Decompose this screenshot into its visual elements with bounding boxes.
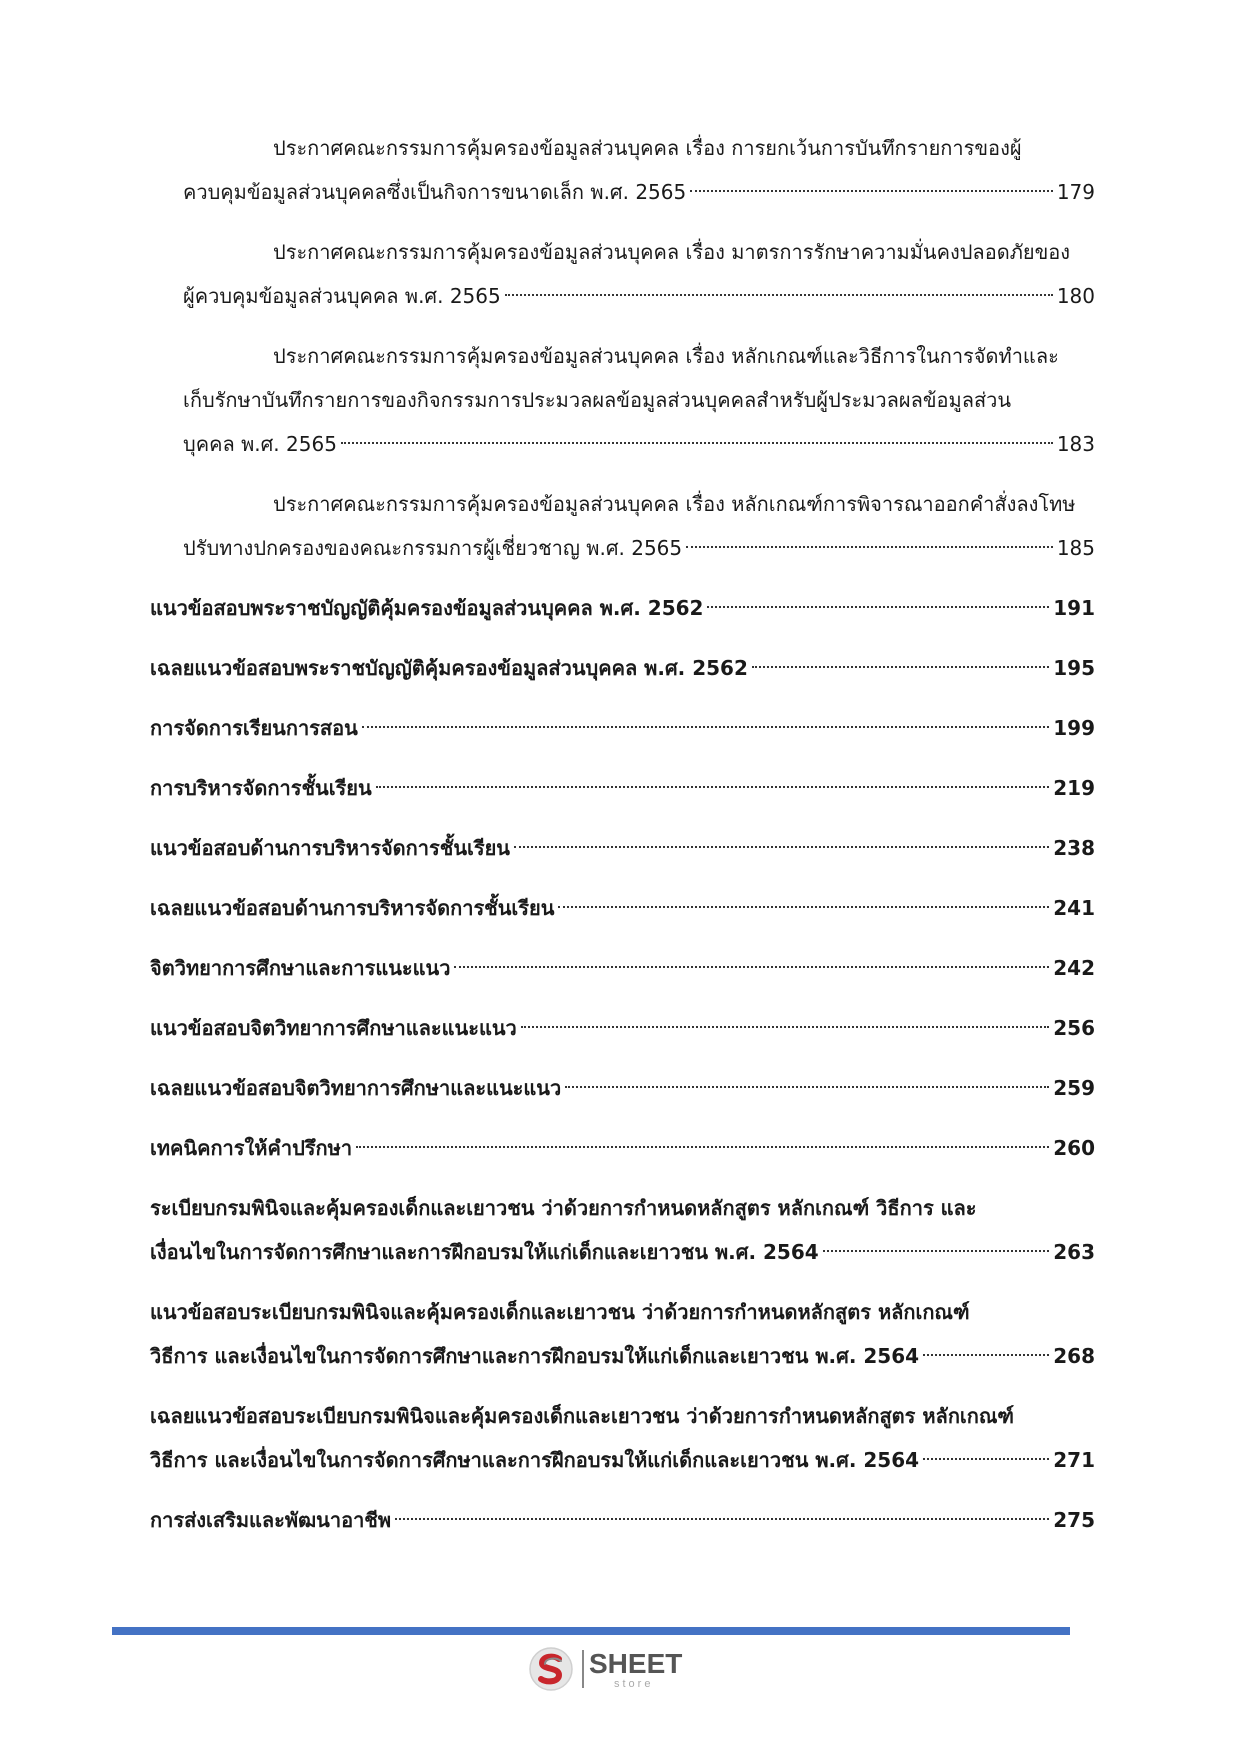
toc-entry-title: แนวข้อสอบพระราชบัญญัติคุ้มครองข้อมูลส่วนบุคคล พ.ศ. 2562 xyxy=(150,596,704,620)
toc-entry-last-line xyxy=(150,1438,1095,1482)
toc-entry-title: การส่งเสริมและพัฒนาอาชีพ xyxy=(150,1508,392,1532)
toc-page-number: 275 xyxy=(1053,1508,1095,1532)
toc-leader-dots xyxy=(521,1026,1050,1028)
toc-entry-last-line xyxy=(150,1498,1095,1542)
toc-entry xyxy=(150,126,1095,214)
toc-entry-title: วิธีการ และเงื่อนไขในการจัดการศึกษาและการฝึกอบรมให้แก่เด็กและเยาวชน พ.ศ. 2564 xyxy=(150,1448,920,1472)
toc-entry-last-line xyxy=(150,274,1095,318)
toc-leader-dots xyxy=(558,906,1049,908)
toc-leader-dots xyxy=(514,846,1049,848)
toc-entry-last-line xyxy=(150,1066,1095,1110)
toc-entry xyxy=(150,826,1095,870)
toc-entry-last-line xyxy=(150,766,1095,810)
toc-page-number: 263 xyxy=(1053,1240,1095,1264)
toc-entry-title: เฉลยแนวข้อสอบพระราชบัญญัติคุ้มครองข้อมูลส่วนบุคคล พ.ศ. 2562 xyxy=(150,656,748,680)
toc-entry xyxy=(150,766,1095,810)
toc-entry-title-line: ประกาศคณะกรรมการคุ้มครองข้อมูลส่วนบุคคล เรื่อง การยกเว้นการบันทึกรายการของผู้ xyxy=(273,136,1022,160)
toc-entry-last-line xyxy=(150,886,1095,930)
toc-page-number: 242 xyxy=(1053,956,1095,980)
toc-page-number: 260 xyxy=(1053,1136,1095,1160)
toc-page-number: 238 xyxy=(1053,836,1095,860)
toc-entry-title: วิธีการ และเงื่อนไขในการจัดการศึกษาและการฝึกอบรมให้แก่เด็กและเยาวชน พ.ศ. 2564 xyxy=(150,1344,920,1368)
toc-leader-dots xyxy=(454,966,1049,968)
toc-entry-title-line: ประกาศคณะกรรมการคุ้มครองข้อมูลส่วนบุคคล เรื่อง หลักเกณฑ์การพิจารณาออกคำสั่งลงโทษ xyxy=(273,492,1076,516)
toc-entry xyxy=(150,1186,1095,1274)
toc-entry-title: เทคนิคการให้คำปรึกษา xyxy=(150,1136,353,1160)
toc-entry-title: ควบคุมข้อมูลส่วนบุคคลซึ่งเป็นกิจการขนาดเล็ก พ.ศ. 2565 xyxy=(183,180,687,204)
toc-page-number: 259 xyxy=(1053,1076,1095,1100)
toc-entry-last-line xyxy=(150,946,1095,990)
logo-divider xyxy=(582,1650,584,1688)
toc-entry-last-line xyxy=(150,1126,1095,1170)
toc-leader-dots xyxy=(690,190,1053,192)
toc-page-number: 256 xyxy=(1053,1016,1095,1040)
toc-entry xyxy=(150,1498,1095,1542)
toc-leader-dots xyxy=(376,786,1050,788)
toc-page-number: 268 xyxy=(1053,1344,1095,1368)
toc-page-number: 219 xyxy=(1053,776,1095,800)
toc-entry-last-line xyxy=(150,1334,1095,1378)
toc-leader-dots xyxy=(923,1458,1049,1460)
toc-entry xyxy=(150,1006,1095,1050)
toc-entry xyxy=(150,1126,1095,1170)
toc-page-number: 180 xyxy=(1056,284,1095,308)
toc-entry-title: การบริหารจัดการชั้นเรียน xyxy=(150,776,372,800)
logo-brand-text: SHEET xyxy=(589,1648,683,1679)
toc-entry-title: เงื่อนไขในการจัดการศึกษาและการฝึกอบรมให้แก่เด็กและเยาวชน พ.ศ. 2564 xyxy=(150,1240,819,1264)
toc-leader-dots xyxy=(686,546,1053,548)
toc-entry-title: บุคคล พ.ศ. 2565 xyxy=(183,432,337,456)
toc-entry xyxy=(150,586,1095,630)
toc-entry xyxy=(150,1290,1095,1378)
toc-leader-dots xyxy=(752,666,1049,668)
toc-page-number: 241 xyxy=(1053,896,1095,920)
toc-page-number: 191 xyxy=(1053,596,1095,620)
toc-entry xyxy=(150,230,1095,318)
footer-rule xyxy=(112,1627,1070,1635)
toc-leader-dots xyxy=(565,1086,1049,1088)
toc-leader-dots xyxy=(356,1146,1049,1148)
toc-page-number: 185 xyxy=(1056,536,1095,560)
toc-leader-dots xyxy=(362,726,1049,728)
toc-entry-title: แนวข้อสอบด้านการบริหารจัดการชั้นเรียน xyxy=(150,836,510,860)
toc-entry-title: จิตวิทยาการศึกษาและการแนะแนว xyxy=(150,956,451,980)
toc-entry-last-line xyxy=(150,170,1095,214)
toc-entry xyxy=(150,646,1095,690)
toc-entry-title: ผู้ควบคุมข้อมูลส่วนบุคคล พ.ศ. 2565 xyxy=(183,284,501,308)
toc-entry xyxy=(150,886,1095,930)
toc-page-number: 195 xyxy=(1053,656,1095,680)
toc-entry-last-line xyxy=(150,526,1095,570)
toc-entry-title-line: ประกาศคณะกรรมการคุ้มครองข้อมูลส่วนบุคคล เรื่อง หลักเกณฑ์และวิธีการในการจัดทำและ xyxy=(273,344,1059,368)
toc-entry-title-line: แนวข้อสอบระเบียบกรมพินิจและคุ้มครองเด็กและเยาวชน ว่าด้วยการกำหนดหลักสูตร หลักเกณฑ์ xyxy=(150,1300,970,1324)
toc-leader-dots xyxy=(923,1354,1049,1356)
toc-entry-last-line xyxy=(150,586,1095,630)
toc-entry-last-line xyxy=(150,422,1095,466)
toc-entry-title: แนวข้อสอบจิตวิทยาการศึกษาและแนะแนว xyxy=(150,1016,517,1040)
toc-entry xyxy=(150,1066,1095,1110)
toc-leader-dots xyxy=(341,442,1053,444)
sheet-store-logo xyxy=(528,1646,688,1694)
toc-page-number: 179 xyxy=(1056,180,1095,204)
toc-page-number: 199 xyxy=(1053,716,1095,740)
toc-entry-title-line: ประกาศคณะกรรมการคุ้มครองข้อมูลส่วนบุคคล เรื่อง มาตรการรักษาความมั่นคงปลอดภัยของ xyxy=(273,240,1071,264)
sheet-store-s-icon xyxy=(528,1646,574,1692)
toc-entry xyxy=(150,334,1095,466)
toc-entry-title: เฉลยแนวข้อสอบจิตวิทยาการศึกษาและแนะแนว xyxy=(150,1076,562,1100)
toc-entry-last-line xyxy=(150,826,1095,870)
toc-entry-title: การจัดการเรียนการสอน xyxy=(150,716,358,740)
toc-entry xyxy=(150,706,1095,750)
toc-leader-dots xyxy=(823,1250,1050,1252)
toc-entry-last-line xyxy=(150,1006,1095,1050)
toc-entry-last-line xyxy=(150,706,1095,750)
toc-leader-dots xyxy=(395,1518,1049,1520)
toc-leader-dots xyxy=(707,606,1049,608)
toc-entry-title-line: ระเบียบกรมพินิจและคุ้มครองเด็กและเยาวชน ว่าด้วยการกำหนดหลักสูตร หลักเกณฑ์ วิธีการ และ xyxy=(150,1196,977,1220)
toc-entry-last-line xyxy=(150,1230,1095,1274)
toc-entry xyxy=(150,946,1095,990)
toc-entry-title: เฉลยแนวข้อสอบด้านการบริหารจัดการชั้นเรียน xyxy=(150,896,555,920)
toc-leader-dots xyxy=(505,294,1053,296)
toc-entry xyxy=(150,1394,1095,1482)
toc-page-number: 271 xyxy=(1053,1448,1095,1472)
toc-entry-title-line: เฉลยแนวข้อสอบระเบียบกรมพินิจและคุ้มครองเด็กและเยาวชน ว่าด้วยการกำหนดหลักสูตร หลักเกณฑ์ xyxy=(150,1404,1015,1428)
toc-page-number: 183 xyxy=(1056,432,1095,456)
logo-brand-subtext: store xyxy=(614,1678,654,1690)
toc-entry-last-line xyxy=(150,646,1095,690)
toc-entry-title: ปรับทางปกครองของคณะกรรมการผู้เชี่ยวชาญ พ.ศ. 2565 xyxy=(183,536,683,560)
toc-entry xyxy=(150,482,1095,570)
toc-entry-title-line: เก็บรักษาบันทึกรายการของกิจกรรมการประมวลผลข้อมูลส่วนบุคคลสำหรับผู้ประมวลผลข้อมูลส่วน xyxy=(183,388,1012,412)
